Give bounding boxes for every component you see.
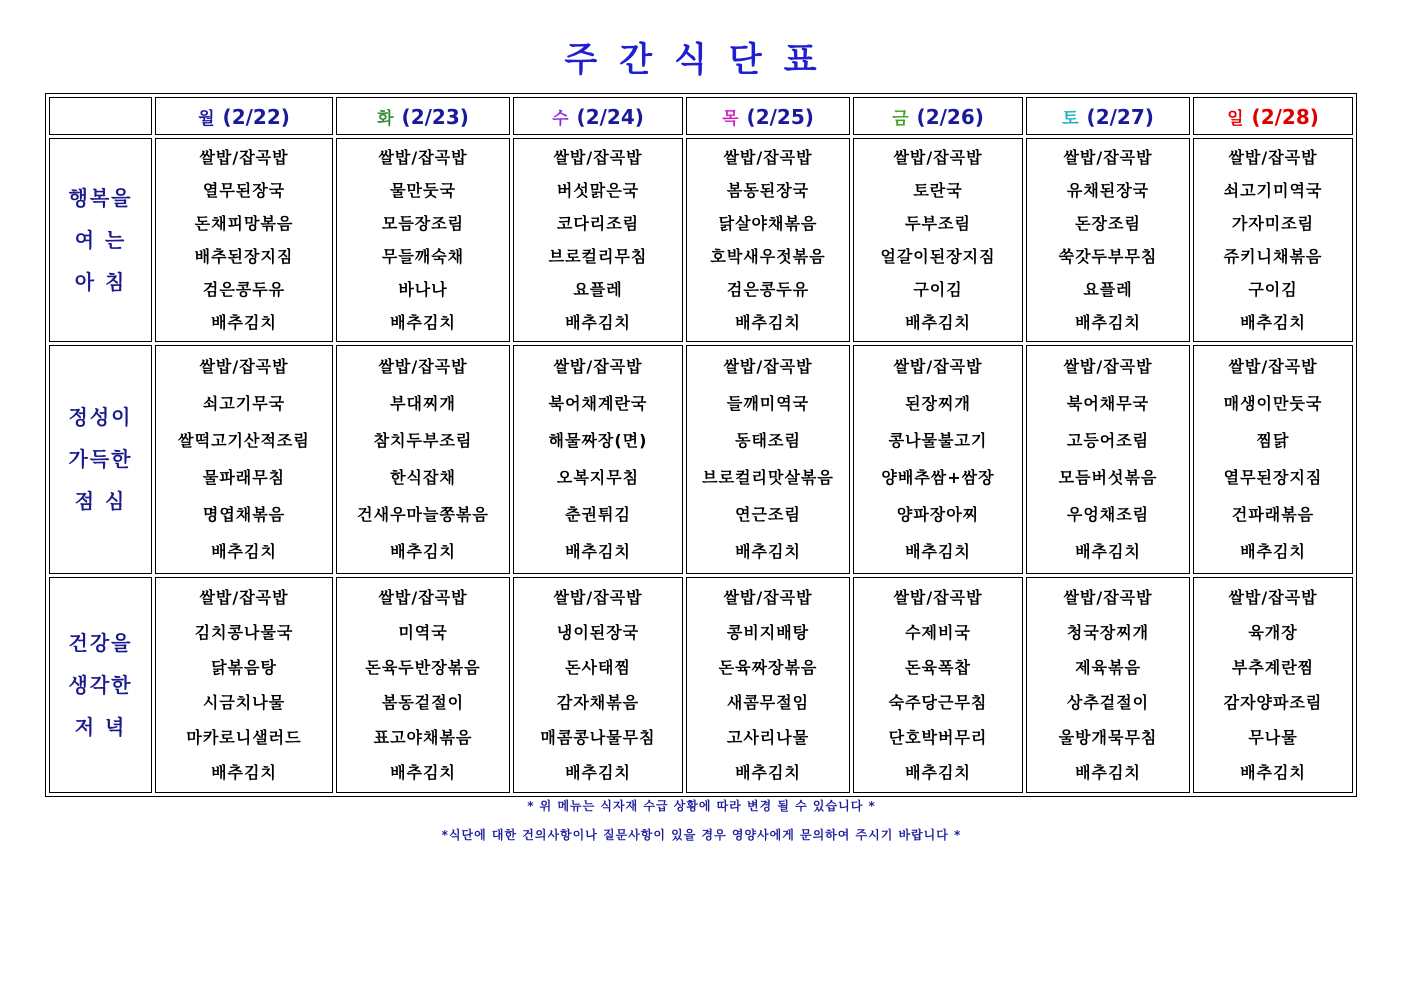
- menu-item: 배추김치: [905, 762, 971, 782]
- menu-item: 수제비국: [905, 622, 971, 642]
- meal-label-line: 점 심: [74, 489, 127, 514]
- menu-item: 배추김치: [1075, 313, 1141, 333]
- menu-item: 가자미조림: [1231, 214, 1315, 234]
- menu-cell: [513, 138, 683, 342]
- menu-item: 쌀밥/잡곡밥: [1063, 587, 1153, 607]
- menu-item: 울방개묵무침: [1058, 727, 1158, 747]
- menu-item: 숙주당근무침: [888, 692, 988, 712]
- meal-label-line: 행복을: [68, 186, 133, 211]
- menu-item: 배추김치: [905, 313, 971, 333]
- weekly-menu-table: [45, 93, 1357, 797]
- menu-item: 고사리나물: [726, 727, 810, 747]
- menu-item: 배추김치: [1075, 542, 1141, 562]
- menu-item: 돈육폭찹: [905, 657, 971, 677]
- menu-item: 구이김: [913, 280, 963, 300]
- meal-label-lunch: [49, 345, 152, 574]
- menu-item: 단호박버무리: [888, 727, 988, 747]
- menu-item: 쌀밥/잡곡밥: [893, 587, 983, 607]
- menu-item: 배추김치: [735, 313, 801, 333]
- menu-item: 쌀밥/잡곡밥: [893, 357, 983, 377]
- weekday-icon: 금: [892, 108, 909, 129]
- menu-cell: [513, 345, 683, 574]
- footnote-inquiry: *식단에 대한 건의사항이나 질문사항이 있을 경우 영양사에게 문의하여 주시기 바랍니다 *: [441, 828, 962, 842]
- menu-item: 두부조림: [905, 214, 971, 234]
- menu-item: 부대찌개: [390, 394, 456, 414]
- meal-label-line: 가득한: [68, 447, 133, 472]
- menu-item: 춘권튀김: [565, 505, 631, 525]
- menu-item: 쌀밥/잡곡밥: [199, 148, 289, 168]
- menu-item: 돈채피망볶음: [194, 214, 294, 234]
- day-header-fri: [853, 97, 1023, 135]
- menu-item: 건새우마늘쫑볶음: [357, 505, 489, 525]
- meal-label-line: 아 침: [74, 270, 127, 295]
- meal-row-breakfast: [49, 138, 1353, 342]
- meal-label-line: 정성이: [68, 405, 133, 430]
- menu-item: 매생이만둣국: [1223, 394, 1323, 414]
- day-header-thu: [686, 97, 850, 135]
- menu-item: 유채된장국: [1066, 181, 1150, 201]
- menu-item: 해물짜장(면): [548, 431, 648, 451]
- menu-item: 쌀밥/잡곡밥: [199, 587, 289, 607]
- menu-cell: [336, 345, 510, 574]
- menu-cell: [686, 345, 850, 574]
- menu-item: 쌀밥/잡곡밥: [723, 148, 813, 168]
- weekday-icon: 월: [198, 108, 215, 129]
- menu-item: 버섯맑은국: [556, 181, 640, 201]
- menu-item: 배추김치: [211, 542, 277, 562]
- menu-item: 명엽채볶음: [202, 505, 286, 525]
- menu-item: 양배추쌈+쌈장: [881, 468, 995, 488]
- menu-item: 봄동된장국: [726, 181, 810, 201]
- meal-label-line: 여 는: [74, 228, 127, 253]
- menu-item: 제육볶음: [1075, 657, 1141, 677]
- menu-item: 검은콩두유: [726, 280, 810, 300]
- day-date: (2/28): [1251, 104, 1319, 129]
- day-date: (2/26): [916, 104, 984, 129]
- menu-item: 참치두부조림: [373, 431, 473, 451]
- menu-item: 쌀밥/잡곡밥: [553, 357, 643, 377]
- menu-item: 건파래볶음: [1231, 505, 1315, 525]
- day-header-sun: [1193, 97, 1353, 135]
- menu-item: 쌀밥/잡곡밥: [378, 587, 468, 607]
- menu-item: 배추김치: [211, 762, 277, 782]
- menu-cell: [1026, 138, 1190, 342]
- menu-item: 토란국: [913, 181, 963, 201]
- menu-item: 연근조림: [735, 505, 801, 525]
- day-header-tue: [336, 97, 510, 135]
- menu-cell: [853, 345, 1023, 574]
- menu-item: 배추김치: [735, 762, 801, 782]
- menu-item: 냉이된장국: [556, 622, 640, 642]
- menu-item: 얼갈이된장지짐: [880, 247, 996, 267]
- weekday-icon: 토: [1062, 108, 1079, 129]
- meal-row-lunch: [49, 345, 1353, 574]
- menu-cell: [686, 138, 850, 342]
- menu-item: 물파래무침: [202, 468, 286, 488]
- menu-item: 열무된장국: [202, 181, 286, 201]
- menu-item: 배추김치: [565, 313, 631, 333]
- day-header-mon: [155, 97, 333, 135]
- menu-item: 돈사태찜: [565, 657, 631, 677]
- menu-item: 검은콩두유: [202, 280, 286, 300]
- menu-item: 돈장조림: [1075, 214, 1141, 234]
- menu-item: 쌀밥/잡곡밥: [723, 357, 813, 377]
- menu-item: 닭살야채볶음: [718, 214, 818, 234]
- menu-item: 쌀밥/잡곡밥: [553, 587, 643, 607]
- menu-cell: [1026, 345, 1190, 574]
- menu-item: 상추겉절이: [1066, 692, 1150, 712]
- menu-cell: [1193, 577, 1353, 793]
- menu-item: 쌀밥/잡곡밥: [893, 148, 983, 168]
- menu-item: 마카로니샐러드: [186, 727, 302, 747]
- menu-item: 감자양파조림: [1223, 692, 1323, 712]
- day-date: (2/23): [401, 104, 469, 129]
- menu-item: 쇠고기미역국: [1223, 181, 1323, 201]
- menu-item: 한식잡채: [390, 468, 456, 488]
- menu-cell: [155, 577, 333, 793]
- menu-item: 열무된장지짐: [1223, 468, 1323, 488]
- page-title: 주간식단표: [564, 40, 839, 80]
- menu-item: 모듬장조림: [381, 214, 465, 234]
- menu-item: 배추김치: [565, 762, 631, 782]
- menu-item: 쌀밥/잡곡밥: [199, 357, 289, 377]
- menu-item: 오복지무침: [556, 468, 640, 488]
- menu-item: 요플레: [1083, 280, 1133, 300]
- menu-item: 코다리조림: [556, 214, 640, 234]
- menu-item: 쌀밥/잡곡밥: [1063, 357, 1153, 377]
- menu-item: 쇠고기무국: [202, 394, 286, 414]
- menu-item: 요플레: [573, 280, 623, 300]
- menu-item: 고등어조림: [1066, 431, 1150, 451]
- meal-label-line: 생각한: [68, 672, 133, 697]
- menu-item: 배추김치: [1075, 762, 1141, 782]
- menu-item: 새콤무절임: [726, 692, 810, 712]
- menu-item: 바나나: [398, 280, 448, 300]
- meal-label-line: 건강을: [68, 630, 133, 655]
- menu-item: 동태조림: [735, 431, 801, 451]
- menu-item: 물만둣국: [390, 181, 456, 201]
- menu-item: 배추김치: [211, 313, 277, 333]
- menu-item: 쑥갓두부무침: [1058, 247, 1158, 267]
- meal-label-breakfast: [49, 138, 152, 342]
- menu-item: 쌀밥/잡곡밥: [378, 148, 468, 168]
- weekday-icon: 일: [1227, 108, 1244, 129]
- menu-item: 된장찌개: [905, 394, 971, 414]
- menu-item: 닭볶음탕: [211, 657, 277, 677]
- menu-cell: [853, 138, 1023, 342]
- menu-cell: [336, 138, 510, 342]
- meal-label-dinner: [49, 577, 152, 793]
- menu-item: 쌀밥/잡곡밥: [1063, 148, 1153, 168]
- menu-item: 찜닭: [1256, 431, 1290, 451]
- menu-item: 봄동겉절이: [381, 692, 465, 712]
- menu-item: 배추된장지짐: [194, 247, 294, 267]
- menu-item: 양파장아찌: [896, 505, 980, 525]
- menu-cell: [1193, 345, 1353, 574]
- menu-item: 콩비지배탕: [726, 622, 810, 642]
- day-header-row: [49, 97, 1353, 135]
- menu-item: 쌀밥/잡곡밥: [723, 587, 813, 607]
- menu-cell: [513, 577, 683, 793]
- day-header-sat: [1026, 97, 1190, 135]
- menu-cell: [853, 577, 1023, 793]
- menu-item: 우엉채조림: [1066, 505, 1150, 525]
- menu-cell: [686, 577, 850, 793]
- footnote-menu-change: * 위 메뉴는 식자재 수급 상황에 따라 변경 될 수 있습니다 *: [527, 799, 876, 813]
- menu-item: 배추김치: [390, 542, 456, 562]
- day-date: (2/27): [1086, 104, 1154, 129]
- menu-item: 쥬키니채볶음: [1223, 247, 1323, 267]
- meal-row-dinner: [49, 577, 1353, 793]
- menu-item: 표고야채볶음: [373, 727, 473, 747]
- menu-item: 배추김치: [390, 313, 456, 333]
- menu-item: 시금치나물: [202, 692, 286, 712]
- menu-item: 배추김치: [1240, 762, 1306, 782]
- menu-item: 쌀떡고기산적조림: [178, 431, 310, 451]
- corner-cell: [49, 97, 152, 135]
- day-date: (2/25): [746, 104, 814, 129]
- menu-item: 매콤콩나물무침: [540, 727, 656, 747]
- menu-item: 콩나물불고기: [888, 431, 988, 451]
- menu-item: 브로컬리무침: [548, 247, 648, 267]
- menu-item: 북어채계란국: [548, 394, 648, 414]
- menu-cell: [155, 138, 333, 342]
- menu-item: 들깨미역국: [726, 394, 810, 414]
- menu-item: 부추계란찜: [1231, 657, 1315, 677]
- menu-item: 배추김치: [390, 762, 456, 782]
- menu-item: 배추김치: [905, 542, 971, 562]
- weekday-icon: 화: [377, 108, 394, 129]
- menu-cell: [1193, 138, 1353, 342]
- menu-item: 호박새우젓볶음: [710, 247, 826, 267]
- menu-item: 돈육두반장볶음: [365, 657, 481, 677]
- menu-item: 무들깨숙채: [381, 247, 465, 267]
- menu-cell: [155, 345, 333, 574]
- weekday-icon: 목: [722, 108, 739, 129]
- day-date: (2/22): [222, 104, 290, 129]
- menu-item: 쌀밥/잡곡밥: [1228, 148, 1318, 168]
- menu-item: 육개장: [1248, 622, 1298, 642]
- menu-item: 쌀밥/잡곡밥: [1228, 587, 1318, 607]
- menu-item: 구이김: [1248, 280, 1298, 300]
- menu-item: 배추김치: [735, 542, 801, 562]
- menu-item: 쌀밥/잡곡밥: [553, 148, 643, 168]
- menu-item: 모듬버섯볶음: [1058, 468, 1158, 488]
- menu-item: 배추김치: [1240, 313, 1306, 333]
- menu-item: 청국장찌개: [1066, 622, 1150, 642]
- menu-item: 쌀밥/잡곡밥: [1228, 357, 1318, 377]
- menu-item: 무나물: [1248, 727, 1298, 747]
- menu-item: 감자채볶음: [556, 692, 640, 712]
- menu-item: 브로컬리맛살볶음: [702, 468, 834, 488]
- menu-cell: [336, 577, 510, 793]
- menu-item: 쌀밥/잡곡밥: [378, 357, 468, 377]
- menu-item: 북어채무국: [1066, 394, 1150, 414]
- weekday-icon: 수: [552, 108, 569, 129]
- menu-item: 미역국: [398, 622, 448, 642]
- meal-label-line: 저 녁: [74, 714, 127, 739]
- day-date: (2/24): [576, 104, 644, 129]
- menu-item: 배추김치: [565, 542, 631, 562]
- menu-item: 돈육짜장볶음: [718, 657, 818, 677]
- day-header-wed: [513, 97, 683, 135]
- menu-item: 김치콩나물국: [194, 622, 294, 642]
- menu-item: 배추김치: [1240, 542, 1306, 562]
- menu-cell: [1026, 577, 1190, 793]
